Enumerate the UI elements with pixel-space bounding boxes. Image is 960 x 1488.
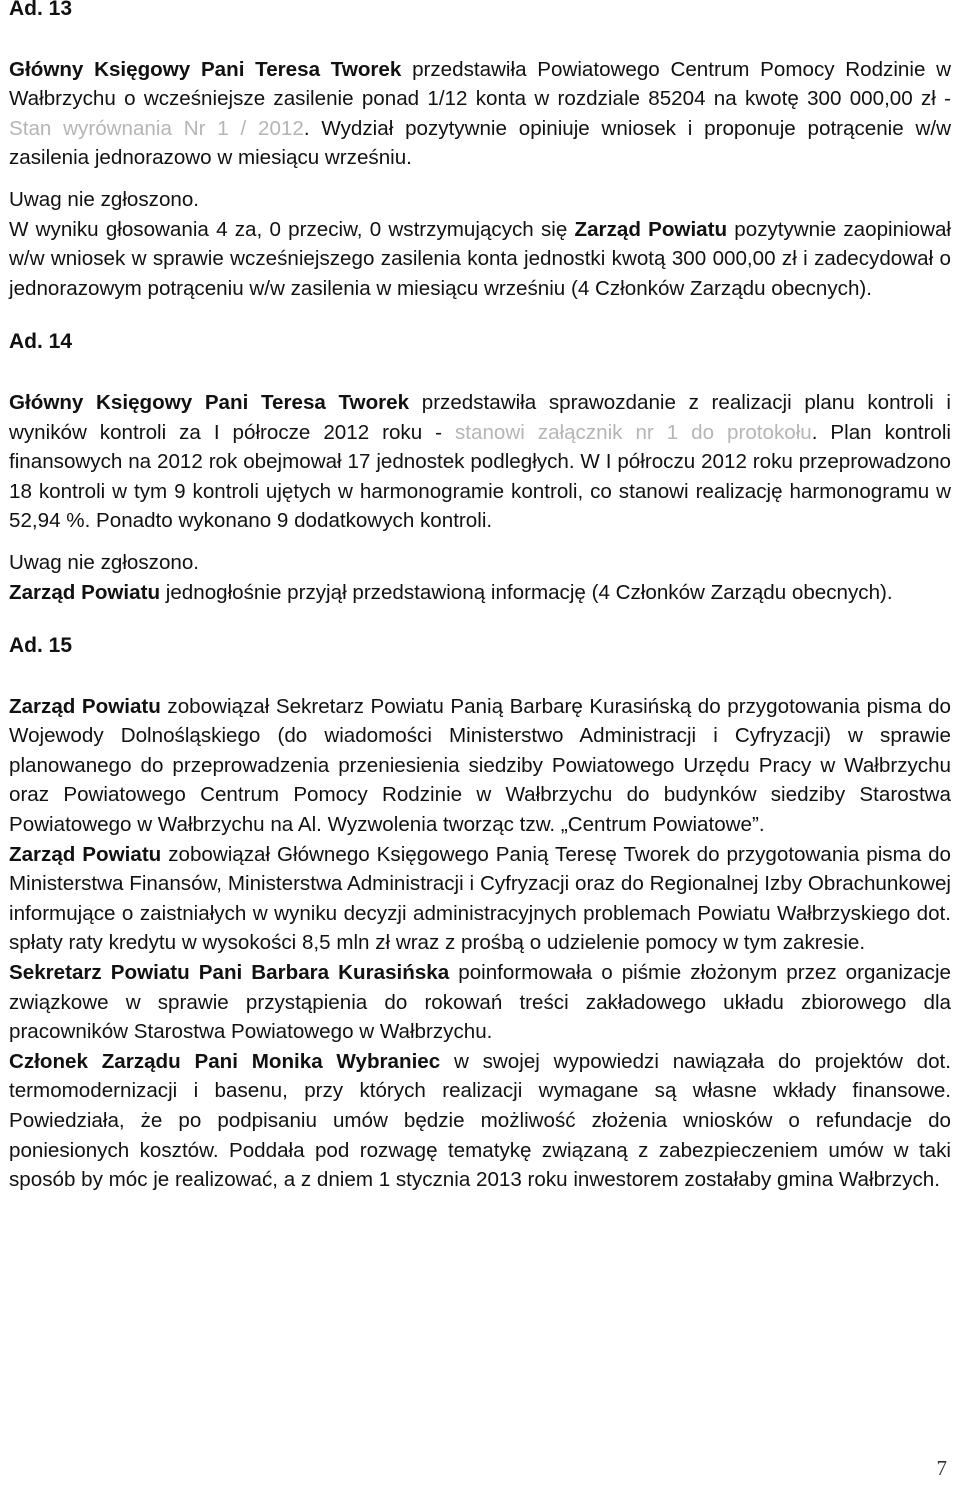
- document-page: [9, 0, 951, 1195]
- paragraph-text-continued: . Wydział pozytywnie opiniuje wniosek i proponuje potrącenie w/w zasilenia jednorazowo w miesiącu wrześniu.: [9, 116, 951, 170]
- decision-text: pozytywnie zaopiniował w/w wniosek w sprawie wcześniejszego zasilenia konta jednostki kwotą 300 000,00 zł i zadecydował o jednorazowym potrąceniu w/w zasilenia w miesiącu wrześniu (4 Członków Zarządu obecnych).: [9, 217, 951, 300]
- ad-14-report-paragraph: [9, 388, 951, 536]
- ad-15-paragraph-3: [9, 958, 951, 1047]
- ad-13-report-paragraph: [9, 55, 951, 173]
- paragraph-text: poinformowała o piśmie złożonym przez organizacje związkowe w sprawie przystąpienia do rokowań treści zakładowego układu zbiorowego dla pracowników Starostwa Powiatowego w Wałbrzychu.: [9, 961, 951, 1044]
- speaker-name: Główny Księgowy Pani Teresa Tworek: [9, 390, 410, 414]
- paragraph-text: w swojej wypowiedzi nawiązała do projektów dot. termomodernizacji i basenu, przy których realizacji wymagane są własne wkłady finansowe. Powiedziała, że po podpisaniu umów będzie możliwość złożenia wniosków o refundacje do poniesionych kosztów. Poddała pod rozwagę tematykę związaną z zabezpieczeniem umów w taki sposób by móc je realizować, a z dniem 1 stycznia 2013 roku inwestorem zostałaby gmina Wałbrzych.: [9, 1049, 951, 1192]
- faded-annotation: Stan wyrównania Nr 1 / 2012: [9, 116, 304, 140]
- page-number: 7: [936, 1456, 947, 1481]
- paragraph-text: przedstawiła sprawozdanie z realizacji planu kontroli i wyników kontroli za I półrocze 2012 roku -: [9, 390, 951, 444]
- board-name: Zarząd Powiatu: [9, 580, 161, 604]
- paragraph-lead: Zarząd Powiatu: [9, 842, 162, 866]
- ad-15-paragraph-4: [9, 1047, 951, 1195]
- section-heading-ad-15: Ad. 15: [9, 634, 73, 658]
- paragraph-lead: Członek Zarządu Pani Monika Wybraniec: [9, 1049, 441, 1073]
- ad-15-paragraph-1: [9, 692, 951, 840]
- paragraph-text: zobowiązał Sekretarz Powiatu Panią Barbarę Kurasińską do przygotowania pisma do Wojewody Dolnośląskiego (do wiadomości Ministerstwo Administracji i Cyfryzacji) w sprawie planowanego do przeprowadzenia przeniesienia siedziby Powiatowego Urzędu Pracy w Wałbrzychu oraz Powiatowego Centrum Pomocy Rodzinie w Wałbrzychu do budynków siedziby Starostwa Powiatowego w Wałbrzychu na Al. Wyzwolenia tworząc tzw. „Centrum Powiatowe”.: [9, 694, 951, 837]
- paragraph-text-continued: . Plan kontroli finansowych na 2012 rok obejmował 17 jednostek podległych. W I półroczu 2012 roku przeprowadzono 18 kontroli w tym 9 kontroli ujętych w harmonogramie kontroli, co stanowi realizację harmonogramu w 52,94 %. Ponadto wykonano 9 dodatkowych kontroli.: [9, 420, 951, 533]
- paragraph-lead: Zarząd Powiatu: [9, 694, 161, 718]
- paragraph-text: zobowiązał Głównego Księgowego Panią Teresę Tworek do przygotowania pisma do Ministerstwa Finansów, Ministerstwa Administracji i Cyfryzacji oraz do Regionalnej Izby Obrachunkowej informujące o zaistniałych w wyniku decyzji administracyjnych problemach Powiatu Wałbrzyskiego dot. spłaty raty kredytu w wysokości 8,5 mln zł wraz z prośbą o udzielenie pomocy w tym zakresie.: [9, 842, 952, 955]
- board-name: Zarząd Powiatu: [574, 217, 728, 241]
- section-heading-ad-13: Ad. 13: [9, 0, 73, 20]
- vote-text: W wyniku głosowania 4 za, 0 przeciw, 0 wstrzymujących się: [9, 217, 575, 241]
- ad-15-paragraph-2: [9, 840, 951, 958]
- paragraph-text: przedstawiła Powiatowego Centrum Pomocy Rodzinie w Wałbrzychu o wcześniejsze zasilenie ponad 1/12 konta w rozdziale 85204 na kwotę 300 000,00 zł -: [9, 57, 952, 111]
- ad-13-vote-result-paragraph: [9, 215, 951, 304]
- decision-text: jednogłośnie przyjął przedstawioną informację (4 Członków Zarządu obecnych).: [160, 580, 893, 604]
- no-remarks-note: Uwag nie zgłoszono.: [9, 187, 200, 211]
- speaker-name: Główny Księgowy Pani Teresa Tworek: [9, 57, 402, 81]
- no-remarks-note: Uwag nie zgłoszono.: [9, 550, 200, 574]
- ad-14-decision-paragraph: [9, 578, 951, 608]
- paragraph-lead: Sekretarz Powiatu Pani Barbara Kurasińska: [9, 961, 450, 985]
- section-heading-ad-14: Ad. 14: [9, 330, 73, 354]
- faded-annotation: stanowi załącznik nr 1 do protokołu: [454, 420, 812, 444]
